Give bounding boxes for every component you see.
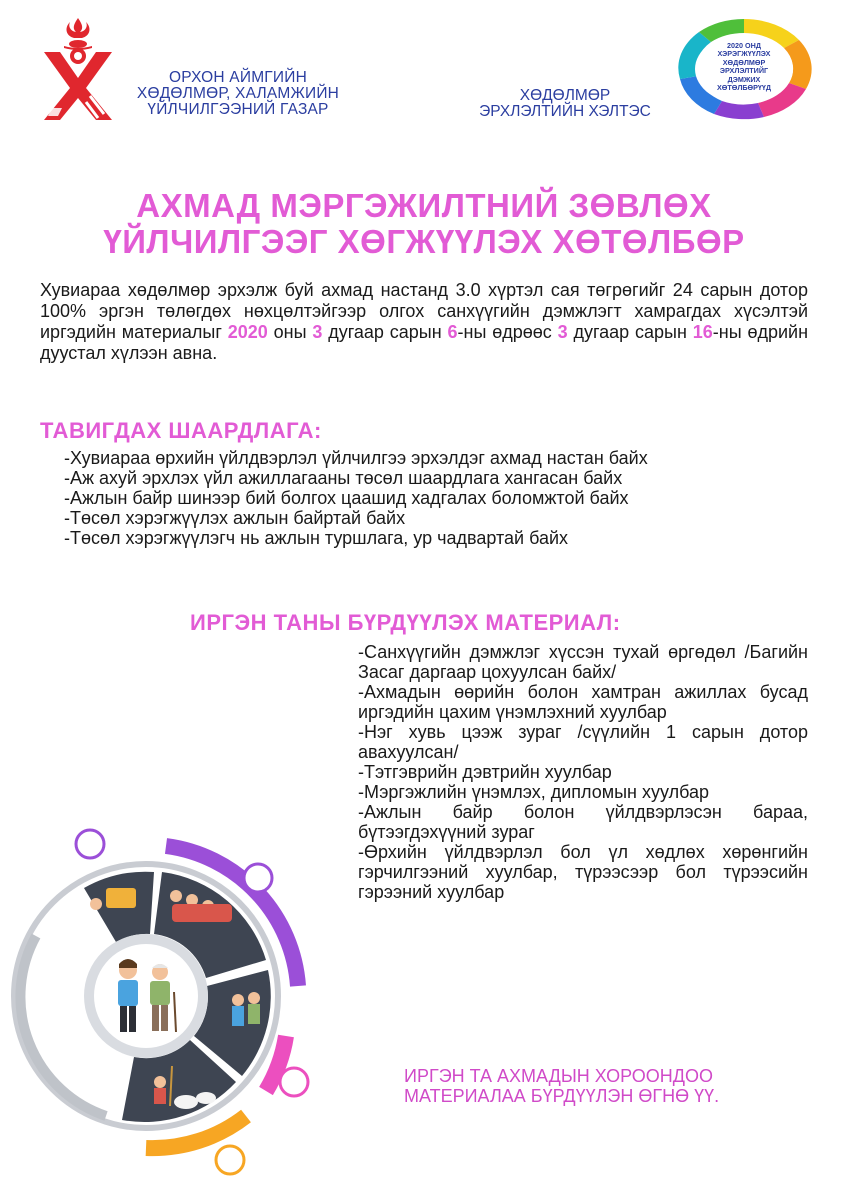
program-logo-line-3: ХӨДӨЛМӨР [722, 57, 766, 67]
requirement-item: -Төсөл хэрэгжүүлэх ажлын байртай байх [64, 508, 406, 528]
program-logo-line-2: ХЭРЭГЖҮҮЛЭХ [717, 49, 771, 59]
footer-note [404, 1066, 764, 1106]
program-logo-line-1: 2020 ОНД [727, 41, 761, 50]
organization-emblem-icon [38, 16, 118, 122]
material-item: -Өрхийн үйлдвэрлэл бол үл хөдлөх хөрөнгийн гэрчилгээний хуулбар, түрээсээр бол түрээсийн гэрээний хуулбар [358, 842, 808, 902]
organization-name [118, 70, 358, 118]
materials-list [358, 642, 808, 902]
requirement-item: -Хувиараа өрхийн үйлдвэрлэл үйлчилгээ эрхэлдэг ахмад настан байх [64, 448, 648, 468]
org-name-line-1: ОРХОН АЙМГИЙН [169, 69, 307, 86]
material-item: -Тэтгэврийн дэвтрийн хуулбар [358, 762, 612, 782]
material-item: -Ажлын байр болон үйлдвэрлэсэн бараа, бүтээгдэхүүний зураг [358, 802, 808, 842]
footer-note-line-1: ИРГЭН ТА АХМАДЫН ХОРООНДОО [404, 1066, 713, 1086]
page-title [40, 188, 808, 260]
requirements-heading: ТАВИГДАХ ШААРДЛАГА: [40, 418, 322, 443]
intro-text-4: -ны өдрөөс [457, 322, 558, 342]
program-logo-line-5: ДЭМЖИХ [727, 74, 761, 84]
program-logo-line-4: ЭРХЛЭЛТИЙГ [719, 66, 769, 76]
intro-day-start: 6 [447, 322, 458, 342]
dept-name-line-1: ХӨДӨЛМӨР [519, 87, 611, 104]
intro-paragraph [40, 280, 808, 364]
intro-day-end: 16 [692, 322, 713, 342]
material-item: -Ахмадын өөрийн болон хамтран ажиллах бусад иргэдийн цахим үнэмлэхний хуулбар [358, 682, 808, 722]
department-name [470, 88, 660, 120]
org-name-line-3: ҮЙЛЧИЛГЭЭНИЙ ГАЗАР [147, 101, 329, 118]
intro-month-end: 3 [557, 322, 568, 342]
material-item: -Нэг хувь цээж зураг /сүүлийн 1 сарын дотор авахуулсан/ [358, 722, 808, 762]
intro-text-2: оны [267, 322, 313, 342]
requirement-item: -Аж ахуй эрхлэх үйл ажиллагааны төсөл шаардлага хангасан байх [64, 468, 623, 488]
footer-note-line-2: МАТЕРИАЛАА БҮРДҮҮЛЭН ӨГНӨ ҮҮ. [404, 1086, 720, 1106]
materials-heading: ИРГЭН ТАНЫ БҮРДҮҮЛЭХ МАТЕРИАЛ: [190, 610, 621, 635]
requirement-item: -Ажлын байр шинээр бий болгох цаашид хадгалах боломжтой байх [64, 488, 629, 508]
dept-name-line-2: ЭРХЛЭЛТИЙН ХЭЛТЭС [479, 103, 651, 120]
title-line-1: АХМАД МЭРГЭЖИЛТНИЙ ЗӨВЛӨХ [136, 187, 712, 224]
intro-text-6: -ны өдрийн дуустал хүлээн авна. [40, 322, 809, 363]
intro-month-start: 3 [312, 322, 323, 342]
intro-text-5: дугаар сарын [567, 322, 693, 342]
requirements-list [64, 448, 764, 548]
requirement-item: -Төсөл хэрэгжүүлэгч нь ажлын туршлага, ур чадвартай байх [64, 528, 569, 548]
intro-text-3: дугаар сарын [322, 322, 448, 342]
title-line-2: ҮЙЛЧИЛГЭЭГ ХӨГЖҮҮЛЭХ ХӨТӨЛБӨР [103, 223, 745, 260]
intro-text-1: Хувиараа хөдөлмөр эрхэлж буй ахмад настанд 3.0 хүртэл сая төгрөгийг 24 сарын дотор 100% эргэн төлөгдөх нөхцөлтэйгээр олгох санхүүгийн дэмжлэгт хамрагдах хүсэлтэй иргэдийн материалыг [40, 280, 808, 342]
material-item: -Мэргэжлийн үнэмлэх, дипломын хуулбар [358, 782, 710, 802]
program-logo-line-6: ХӨТӨЛБӨРҮҮД [716, 83, 772, 93]
program-logo-text [698, 42, 790, 92]
intro-year: 2020 [227, 322, 268, 342]
program-logo [676, 16, 812, 122]
org-name-line-2: ХӨДӨЛМӨР, ХАЛАМЖИЙН [136, 85, 340, 102]
material-item: -Санхүүгийн дэмжлэг хүссэн тухай өргөдөл /Багийн Засаг даргаар цохуулсан байх/ [358, 642, 808, 682]
elderly-infographic-icon [0, 820, 320, 1190]
